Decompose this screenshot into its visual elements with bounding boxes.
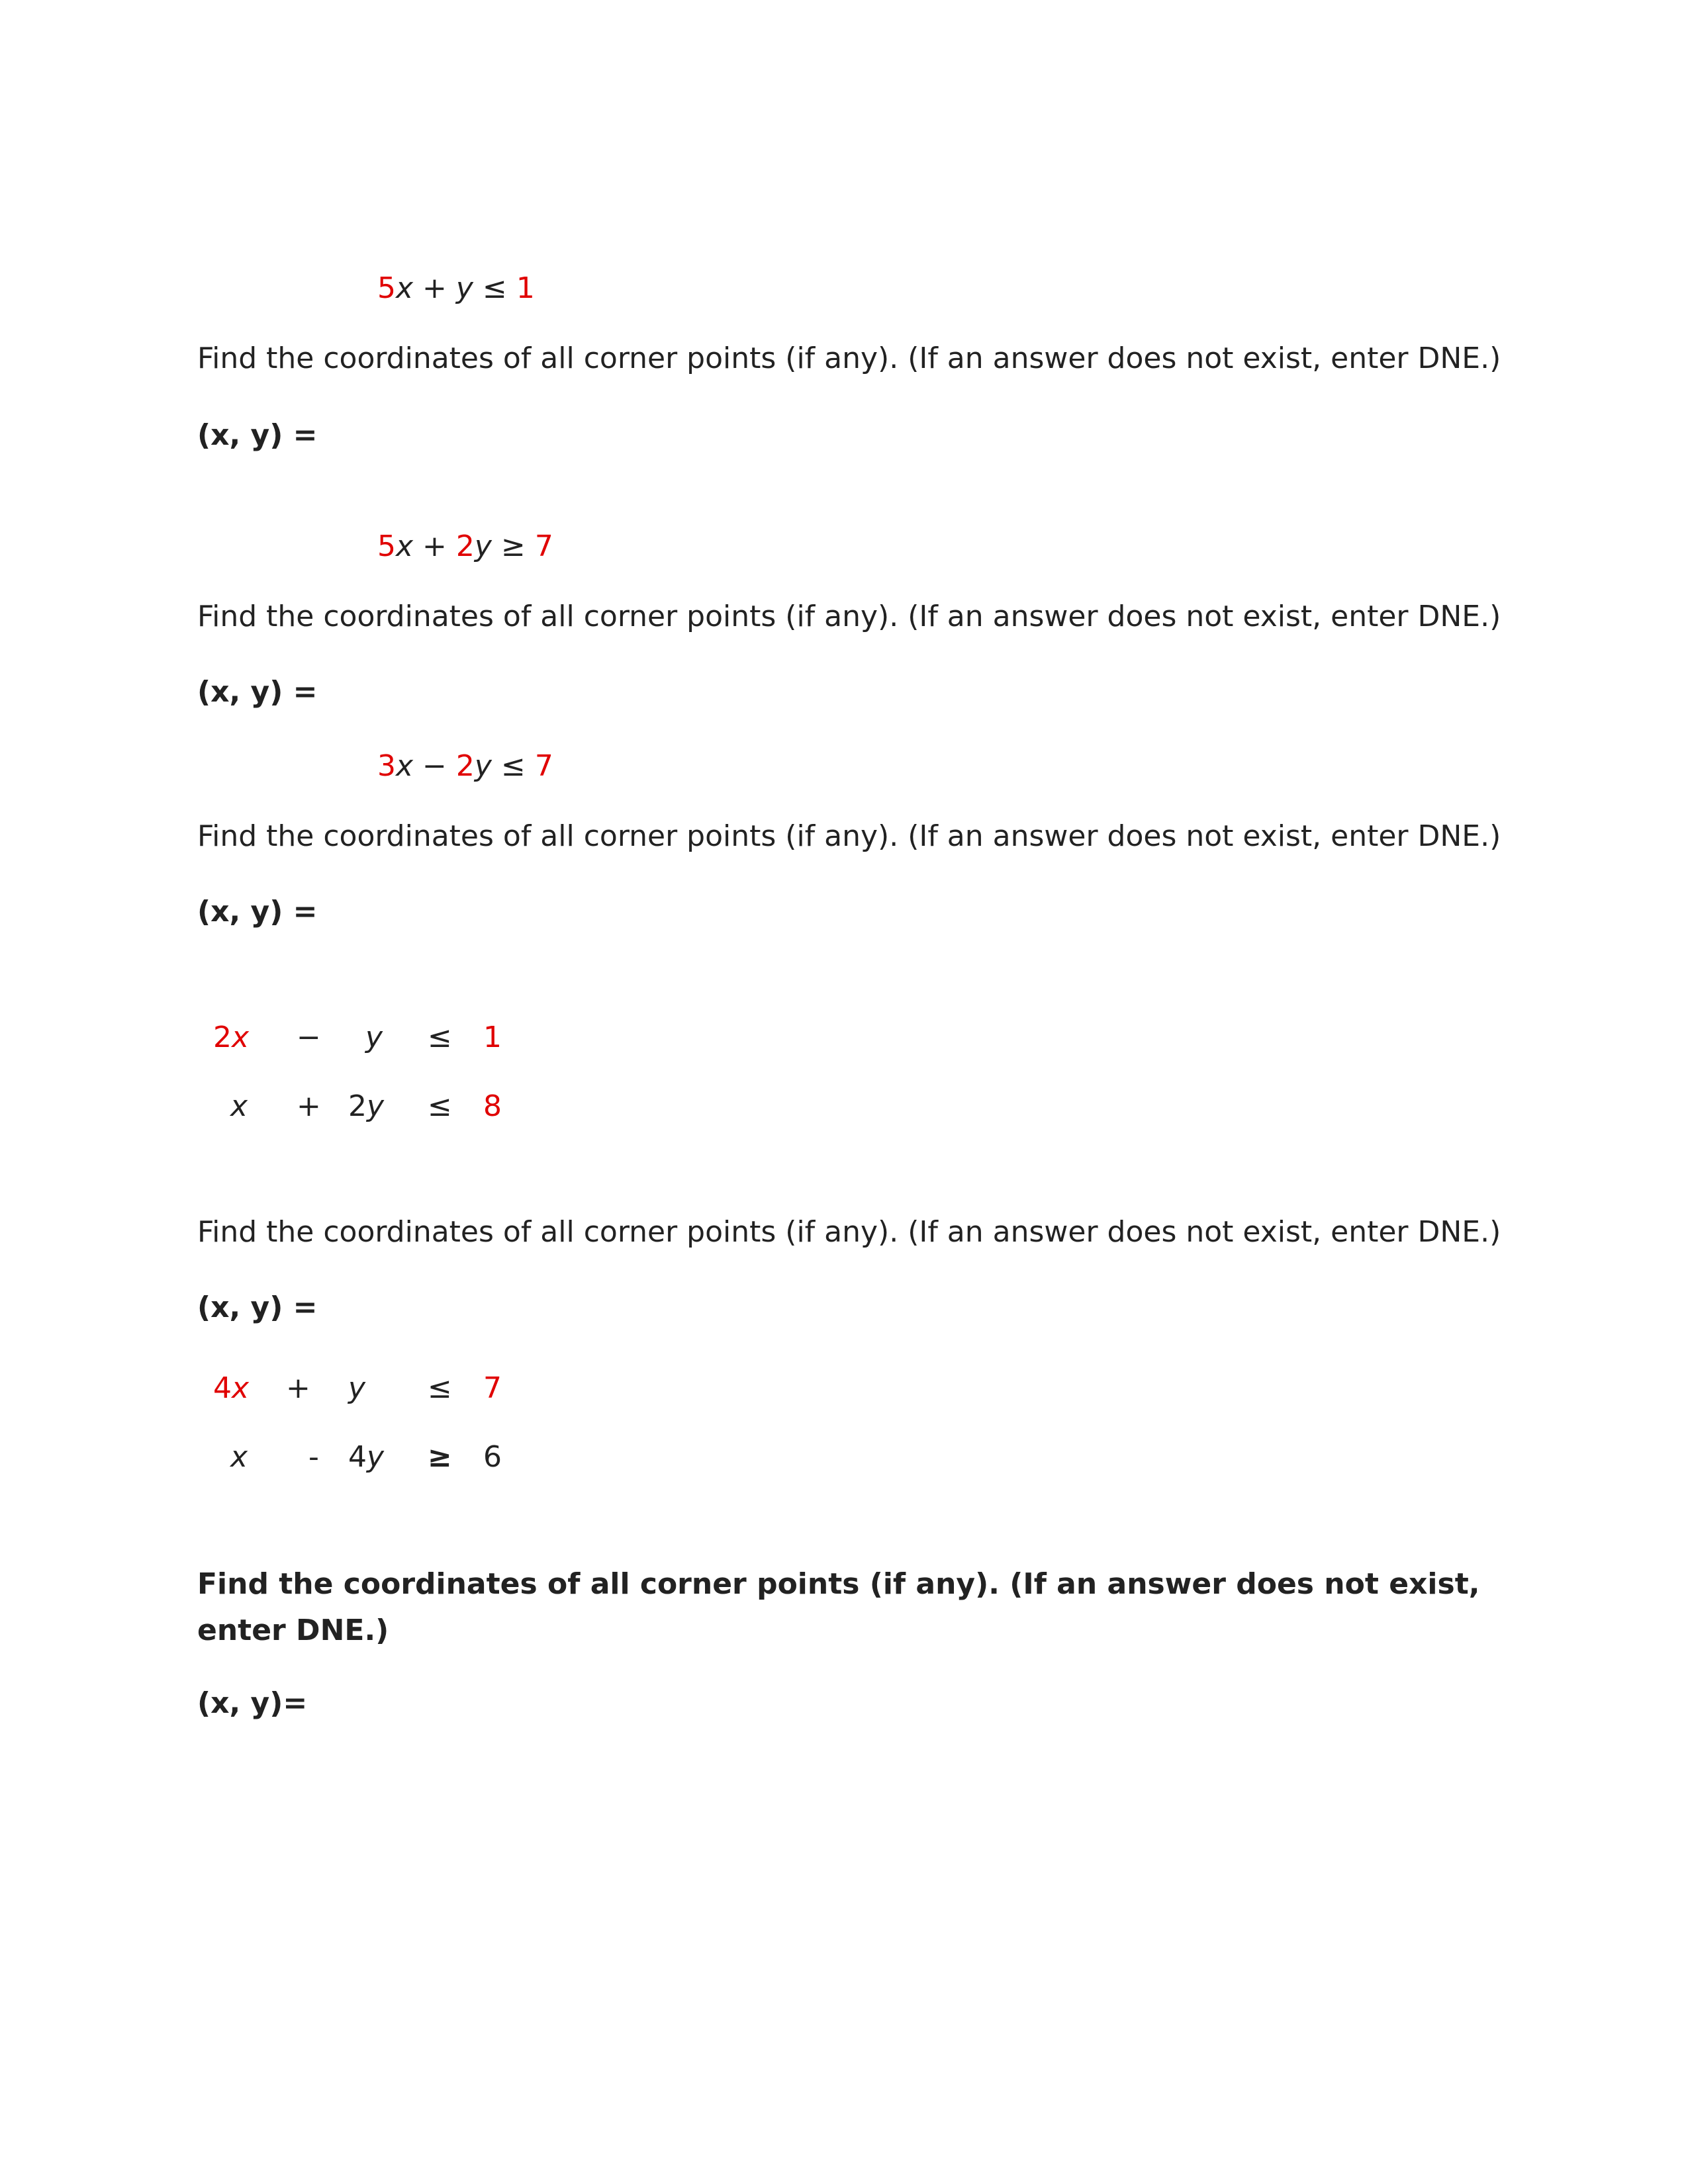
coef-y: 2 bbox=[455, 529, 475, 563]
relation: ≤ bbox=[428, 1089, 452, 1123]
operator: - bbox=[308, 1440, 319, 1474]
inequality-1 bbox=[377, 271, 535, 305]
instruction-5-line-2: enter DNE.) bbox=[197, 1614, 389, 1647]
rhs: 7 bbox=[534, 749, 553, 783]
rhs: 8 bbox=[483, 1089, 502, 1123]
answer-label-2: (x, y) = bbox=[197, 675, 318, 709]
var-x: x bbox=[396, 271, 414, 305]
instruction-3: Find the coordinates of all corner points (if any). (If an answer does not exist, enter DNE.) bbox=[197, 819, 1501, 853]
coef-x: 4 bbox=[213, 1371, 232, 1405]
coef-y: 4 bbox=[348, 1440, 367, 1474]
operator: + bbox=[297, 1089, 321, 1123]
coef-y: 2 bbox=[455, 749, 475, 783]
var-x: x bbox=[232, 1371, 250, 1405]
instruction-2: Find the coordinates of all corner points (if any). (If an answer does not exist, enter DNE.) bbox=[197, 600, 1501, 633]
relation: ≤ bbox=[428, 1371, 452, 1405]
var-x: x bbox=[396, 529, 414, 563]
rhs: 1 bbox=[516, 271, 535, 305]
var-x: x bbox=[230, 1089, 248, 1123]
operator: + bbox=[422, 271, 447, 305]
var-y: y bbox=[367, 1089, 385, 1123]
inequality-2 bbox=[377, 529, 553, 563]
relation: ≤ bbox=[428, 1021, 452, 1054]
var-x: x bbox=[230, 1440, 248, 1474]
var-y: y bbox=[348, 1371, 366, 1405]
var-x: x bbox=[396, 749, 414, 783]
rhs: 6 bbox=[483, 1440, 502, 1474]
inequality-3 bbox=[377, 749, 553, 783]
operator: + bbox=[422, 529, 447, 563]
coef-x: 2 bbox=[213, 1021, 232, 1054]
var-y: y bbox=[367, 1440, 385, 1474]
rhs: 7 bbox=[483, 1371, 502, 1405]
answer-label-5: (x, y)= bbox=[197, 1686, 308, 1720]
relation: ≥ bbox=[500, 529, 526, 563]
rhs: 1 bbox=[483, 1021, 502, 1054]
operator: − bbox=[297, 1021, 321, 1054]
answer-label-1: (x, y) = bbox=[197, 418, 318, 452]
answer-label-3: (x, y) = bbox=[197, 895, 318, 929]
var-y: y bbox=[365, 1021, 383, 1054]
relation: ≤ bbox=[482, 271, 507, 305]
coef-x: 5 bbox=[377, 529, 396, 563]
instruction-1: Find the coordinates of all corner points (if any). (If an answer does not exist, enter DNE.) bbox=[197, 341, 1501, 375]
relation: ≤ bbox=[500, 749, 526, 783]
instruction-4: Find the coordinates of all corner points (if any). (If an answer does not exist, enter DNE.) bbox=[197, 1215, 1501, 1249]
instruction-5-line-1: Find the coordinates of all corner points (if any). (If an answer does not exist, bbox=[197, 1567, 1480, 1601]
coef-y: 2 bbox=[348, 1089, 367, 1123]
relation: ≥ bbox=[428, 1440, 452, 1474]
var-y: y bbox=[455, 271, 473, 305]
coef-x: 3 bbox=[377, 749, 396, 783]
answer-label-4: (x, y) = bbox=[197, 1291, 318, 1324]
var-y: y bbox=[474, 529, 492, 563]
coef-x: 5 bbox=[377, 271, 396, 305]
var-y: y bbox=[474, 749, 492, 783]
var-x: x bbox=[232, 1021, 250, 1054]
operator: − bbox=[422, 749, 447, 783]
operator: + bbox=[286, 1371, 310, 1405]
rhs: 7 bbox=[534, 529, 553, 563]
